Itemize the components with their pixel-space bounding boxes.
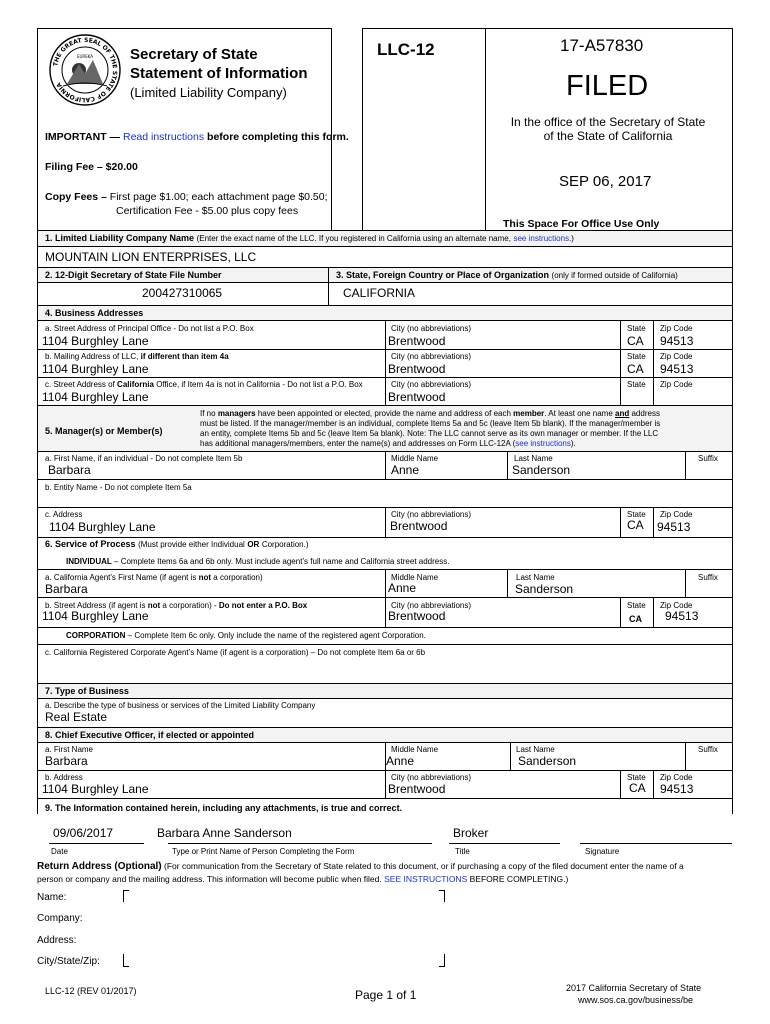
- s5-see-instructions-link[interactable]: see instructions: [515, 439, 571, 448]
- rule: [37, 282, 733, 283]
- s6b-zip-label: Zip Code: [660, 601, 693, 610]
- s6-corporation-note: [66, 631, 426, 640]
- form-subtitle: (Limited Liability Company): [130, 85, 287, 100]
- s4c-zip-label: Zip Code: [660, 380, 693, 389]
- s6a-middle-label: Middle Name: [391, 573, 439, 582]
- s8b-state-label: State: [627, 773, 646, 782]
- s5-inst1b: managers: [217, 409, 256, 418]
- s5-inst-line3: an entity, complete Items 5b and 5c (leave Item 5a blank). Note: The LLC cannot serve as its own manager or member. If the LLC: [200, 429, 659, 438]
- rule-v: [653, 320, 654, 405]
- s6-corp-bold: CORPORATION: [66, 631, 126, 640]
- copy-fees-line2: Certification Fee - $5.00 plus copy fees: [116, 205, 299, 217]
- s4b-label-pre: b. Mailing Address of LLC,: [45, 352, 139, 361]
- important-note: [45, 131, 349, 143]
- s4c-label: [45, 380, 363, 389]
- rule-v: [510, 742, 511, 770]
- rule: [37, 798, 733, 799]
- s5-inst1g: address: [631, 409, 660, 418]
- place-of-organization-field[interactable]: CALIFORNIA: [343, 286, 416, 300]
- bracket-tr-v: [444, 890, 445, 902]
- s5c-state-label: State: [627, 510, 646, 519]
- rule-v: [685, 451, 686, 479]
- return-text2-end: BEFORE COMPLETING.): [469, 874, 569, 884]
- s4b-city-field[interactable]: Brentwood: [388, 362, 446, 376]
- s8a-label: a. First Name: [45, 745, 94, 754]
- bracket-bl-h: [123, 966, 129, 967]
- s6b-label-not: not: [147, 601, 161, 610]
- s4c-street-field[interactable]: 1104 Burghley Lane: [42, 390, 149, 404]
- important-suffix: before completing this form.: [207, 131, 349, 143]
- header-border-left: [37, 28, 38, 230]
- return-text2: person or company and the mailing address. This information will become public when filed.: [37, 874, 382, 884]
- filing-fee: Filing Fee – $20.00: [45, 161, 138, 173]
- s8a-middle-field[interactable]: Anne: [386, 754, 415, 768]
- s6a-label-post: a corporation): [213, 573, 263, 582]
- s5-inst1f: and: [615, 409, 630, 418]
- rule-v: [385, 507, 386, 537]
- office-border-right: [732, 28, 733, 230]
- s4-title: 4. Business Addresses: [45, 308, 144, 318]
- s4b-state-field[interactable]: CA: [627, 362, 644, 376]
- filed-stamp: FILED: [566, 70, 649, 102]
- rule-v: [653, 597, 654, 627]
- s6a-label: [45, 573, 263, 582]
- bracket-tl-v: [123, 890, 124, 902]
- s6-title-end: Corporation.): [261, 540, 309, 549]
- s4c-city-label: City (no abbreviations): [391, 380, 472, 389]
- footer-page-number: Page 1 of 1: [355, 988, 417, 1002]
- rule: [37, 698, 733, 699]
- s2-label: 2. 12-Digit Secretary of State File Number: [45, 270, 222, 280]
- s6b-label-mid: a corporation) -: [162, 601, 217, 610]
- s5c-label: c. Address: [45, 510, 83, 519]
- s5a-label: a. First Name, if an individual - Do not complete Item 5b: [45, 454, 243, 463]
- rule-v: [385, 770, 386, 798]
- state-seal-logo: [49, 34, 121, 106]
- return-company-label: Company:: [37, 913, 83, 924]
- s5c-city-label: City (no abbreviations): [391, 510, 472, 519]
- s6b-label-bold: Do not enter a P.O. Box: [218, 601, 308, 610]
- s5-instructions: [200, 409, 660, 449]
- s4b-city-label: City (no abbreviations): [391, 352, 472, 361]
- s6b-state-label: State: [627, 601, 646, 610]
- s5b-entity-field[interactable]: [42, 492, 722, 506]
- rule-v: [620, 320, 621, 405]
- s6-title-note: (Must provide either Individual: [138, 540, 245, 549]
- rule-v: [385, 320, 386, 405]
- s4a-street-field[interactable]: 1104 Burghley Lane: [42, 334, 149, 348]
- s4c-city-field[interactable]: Brentwood: [388, 390, 446, 404]
- rule-v: [685, 742, 686, 770]
- footer-form-rev: LLC-12 (REV 01/2017): [45, 986, 137, 996]
- rule: [37, 377, 733, 378]
- s6a-suffix-label: Suffix: [698, 573, 718, 582]
- s8b-label: b. Address: [45, 773, 83, 782]
- s9-title-field[interactable]: Broker: [453, 826, 489, 840]
- filed-date: SEP 06, 2017: [559, 173, 652, 190]
- s5-inst1d: member: [513, 409, 545, 418]
- rule-v: [620, 770, 621, 798]
- rule-v: [385, 451, 386, 479]
- s5c-city-field[interactable]: Brentwood: [390, 519, 448, 533]
- s7a-label: a. Describe the type of business or services of the Limited Liability Company: [45, 701, 316, 710]
- return-line-2: [37, 873, 727, 885]
- s5a-middle-label: Middle Name: [391, 454, 439, 463]
- return-see-instructions-link[interactable]: SEE INSTRUCTIONS: [384, 874, 468, 884]
- svg-text:THE GREAT SEAL OF THE STATE OF: THE GREAT SEAL OF THE STATE OF CALIFORNIA: [52, 36, 119, 104]
- return-address-box[interactable]: [123, 890, 445, 970]
- s5-inst-line1: [200, 409, 660, 419]
- s6a-last-field[interactable]: Sanderson: [515, 582, 574, 596]
- rule-v: [328, 267, 329, 305]
- rule-v: [620, 507, 621, 537]
- s7-title: 7. Type of Business: [45, 686, 129, 696]
- llc-name-field[interactable]: MOUNTAIN LION ENTERPRISES, LLC: [45, 250, 257, 264]
- s9-date-line: [49, 843, 144, 844]
- s6b-city-label: City (no abbreviations): [391, 601, 472, 610]
- agency-title: Secretary of State: [130, 46, 258, 63]
- s5-inst1a: If no: [200, 409, 216, 418]
- s5a-suffix-label: Suffix: [698, 454, 718, 463]
- s7-header-bg: [38, 684, 732, 698]
- rule-v: [507, 569, 508, 597]
- s8a-middle-label: Middle Name: [391, 745, 439, 754]
- rule: [37, 246, 733, 247]
- s8a-last-field[interactable]: Sanderson: [518, 754, 577, 768]
- s1-note: (Enter the exact name of the LLC. If you registered in California using an alternate name,: [196, 234, 511, 243]
- s4a-city-field[interactable]: Brentwood: [388, 334, 446, 348]
- s9-name-label: Type or Print Name of Person Completing the Form: [172, 847, 355, 856]
- return-name-label: Name:: [37, 892, 67, 903]
- s4b-street-field[interactable]: 1104 Burghley Lane: [42, 362, 149, 376]
- s1-note-end: .): [569, 234, 574, 243]
- rule-v: [385, 597, 386, 627]
- rule: [37, 479, 733, 480]
- s6-title-or: OR: [247, 540, 260, 549]
- rule-v: [620, 597, 621, 627]
- s8a-suffix-label: Suffix: [698, 745, 718, 754]
- s5a-middle-field[interactable]: Anne: [391, 463, 420, 477]
- sos-file-number-field[interactable]: 200427310065: [142, 286, 223, 300]
- s6a-middle-field[interactable]: Anne: [388, 581, 417, 595]
- s6-individual-bold: INDIVIDUAL: [66, 557, 112, 566]
- s8b-city-label: City (no abbreviations): [391, 773, 472, 782]
- s6b-street-field[interactable]: 1104 Burghley Lane: [42, 609, 149, 623]
- s4b-label-bold: if different than item 4a: [140, 352, 229, 361]
- s6b-state-field[interactable]: CA: [629, 614, 642, 624]
- s4b-state-label: State: [627, 352, 646, 361]
- s5-inst4-end: ).: [570, 439, 576, 448]
- return-heading: Return Address (Optional): [37, 861, 162, 872]
- s5-inst-line4: [200, 439, 660, 449]
- copy-fees-label: Copy Fees –: [45, 191, 107, 203]
- s6-individual-text: – Complete Items 6a and 6b only. Must include agent’s full name and California street address.: [114, 557, 450, 566]
- s9-title-line: [449, 843, 560, 844]
- s6-individual-note: [66, 557, 449, 566]
- s4a-state-field[interactable]: CA: [627, 334, 644, 348]
- rule: [37, 644, 733, 645]
- header-border-right: [331, 28, 332, 230]
- rule: [37, 349, 733, 350]
- s5-inst-line2: must be listed. If the manager/member is an individual, complete Items 5a and 5c (leave Item 5b blank). If the manager/member is: [200, 419, 661, 428]
- formcode-border-right: [485, 28, 486, 230]
- return-address-intro: [37, 860, 727, 885]
- rule-v: [385, 569, 386, 597]
- s8b-street-field[interactable]: 1104 Burghley Lane: [42, 782, 149, 796]
- formcode-border-top: [362, 28, 486, 29]
- s9-title-label: Title: [455, 847, 470, 856]
- filing-number: 17-A57830: [560, 36, 644, 55]
- s5-inst1c: have been appointed or elected, provide the name and address of each: [257, 409, 511, 418]
- s9-name-field[interactable]: Barbara Anne Sanderson: [157, 826, 292, 840]
- office-use-label: This Space For Office Use Only: [503, 218, 660, 230]
- form-title: Statement of Information: [130, 65, 308, 82]
- footer-url: www.sos.ca.gov/business/be: [578, 995, 694, 1005]
- s4a-label: a. Street Address of Principal Office - Do not list a P.O. Box: [45, 324, 254, 333]
- s4c-label-bold: California: [117, 380, 154, 389]
- rule-v: [653, 507, 654, 537]
- s6-title-row: [45, 539, 309, 549]
- office-text-2: of the State of California: [543, 129, 673, 143]
- s6-title: 6. Service of Process: [45, 539, 136, 549]
- return-line-1: [37, 860, 727, 873]
- bracket-br-v: [444, 954, 445, 966]
- office-border-top: [485, 28, 733, 29]
- s9-signature-field[interactable]: [580, 824, 732, 843]
- rule: [37, 537, 733, 538]
- s5-inst1e: . At least one name: [544, 409, 613, 418]
- s9-title: 9. The Information contained herein, including any attachments, is true and correct.: [45, 803, 403, 813]
- s1-label: 1. Limited Liability Company Name: [45, 233, 195, 243]
- form-code: LLC-12: [377, 40, 435, 59]
- footer-copyright: 2017 California Secretary of State: [566, 983, 702, 993]
- s3-label-row: [336, 270, 678, 280]
- s4c-state-label: State: [627, 380, 646, 389]
- rule-v: [685, 569, 686, 597]
- s5c-zip-field[interactable]: 94513: [657, 520, 691, 534]
- return-address-label: Address:: [37, 935, 77, 946]
- s5-inst4: has additional managers/members, enter the name(s) and addresses on Form LLC-12A (: [200, 439, 516, 448]
- s6-corp-text: – Complete Item 6c only. Only include the name of the registered agent Corporation.: [127, 631, 426, 640]
- s9-signature-label: Signature: [585, 847, 620, 856]
- s6b-label-pre: b. Street Address (if agent is: [45, 601, 146, 610]
- read-instructions-link[interactable]: Read instructions: [122, 131, 205, 143]
- important-prefix: IMPORTANT —: [45, 131, 121, 143]
- s3-label: 3. State, Foreign Country or Place of Organization: [336, 270, 550, 280]
- s5c-zip-label: Zip Code: [660, 510, 693, 519]
- s8a-last-label: Last Name: [516, 745, 555, 754]
- s9-name-line: [168, 843, 432, 844]
- bracket-br-h: [439, 966, 445, 967]
- s4c-label-pre: c. Street Address of: [45, 380, 115, 389]
- s8b-state-field[interactable]: CA: [629, 781, 646, 795]
- rule-v: [507, 451, 508, 479]
- s5a-first-field[interactable]: Barbara: [48, 463, 91, 477]
- office-text-1: In the office of the Secretary of State: [510, 115, 706, 129]
- s6a-label-pre: a. California Agent's First Name (if agent is: [45, 573, 197, 582]
- formcode-border-left: [362, 28, 363, 230]
- s9-signature-line: [580, 843, 732, 844]
- s4c-label-post: Office, if Item 4a is not in California - Do not list a P.O. Box: [156, 380, 363, 389]
- s3-note: (only if formed outside of California): [551, 271, 678, 280]
- s6a-first-field[interactable]: Barbara: [45, 582, 88, 596]
- header-border-top: [37, 28, 332, 29]
- s5c-street-field[interactable]: 1104 Burghley Lane: [49, 520, 156, 534]
- s8b-city-field[interactable]: Brentwood: [388, 782, 446, 796]
- s6a-label-not: not: [198, 573, 212, 582]
- s1-label-row: [45, 233, 574, 243]
- type-of-business-field[interactable]: Real Estate: [45, 710, 108, 724]
- return-text1: (For communication from the Secretary of State related to this document, or if purchasing a copy of the filed document enter the name of a: [164, 861, 684, 871]
- s8b-zip-field[interactable]: 94513: [660, 782, 694, 796]
- bracket-bl-v: [123, 954, 124, 966]
- s9-date-field[interactable]: 09/06/2017: [53, 826, 114, 840]
- s8b-zip-label: Zip Code: [660, 773, 693, 782]
- copy-fees-line1: [45, 191, 328, 203]
- return-citystatezip-label: City/State/Zip:: [37, 956, 100, 967]
- s5b-label: b. Entity Name - Do not complete Item 5a: [45, 483, 192, 492]
- s6c-corp-agent-field[interactable]: [42, 658, 722, 680]
- rule-v: [653, 770, 654, 798]
- copy-fees-text1: First page $1.00; each attachment page $0.50;: [109, 191, 328, 203]
- s4b-zip-field[interactable]: 94513: [660, 362, 694, 376]
- s6b-zip-field[interactable]: 94513: [665, 609, 699, 623]
- s4b-zip-label: Zip Code: [660, 352, 693, 361]
- s6c-label: c. California Registered Corporate Agent’s Name (if agent is a corporation) – Do not complete Item 6a or 6b: [45, 648, 426, 657]
- rule: [37, 627, 733, 628]
- s9-date-label: Date: [51, 847, 68, 856]
- s5c-state-field[interactable]: CA: [627, 518, 644, 532]
- s4a-zip-label: Zip Code: [660, 324, 693, 333]
- svg-text:EUREKA: EUREKA: [76, 54, 94, 59]
- s1-see-instructions-link[interactable]: see instructions: [513, 234, 570, 243]
- s4a-state-label: State: [627, 324, 646, 333]
- s5-title: 5. Manager(s) or Member(s): [45, 426, 163, 436]
- s4a-city-label: City (no abbreviations): [391, 324, 472, 333]
- s6a-last-label: Last Name: [516, 573, 555, 582]
- s4b-label: [45, 352, 229, 361]
- s8-title: 8. Chief Executive Officer, if elected or appointed: [45, 730, 255, 740]
- s4a-zip-field[interactable]: 94513: [660, 334, 694, 348]
- s5a-last-field[interactable]: Sanderson: [512, 463, 571, 477]
- s8a-first-field[interactable]: Barbara: [45, 754, 88, 768]
- s5a-last-label: Last Name: [514, 454, 553, 463]
- s6b-city-field[interactable]: Brentwood: [388, 609, 446, 623]
